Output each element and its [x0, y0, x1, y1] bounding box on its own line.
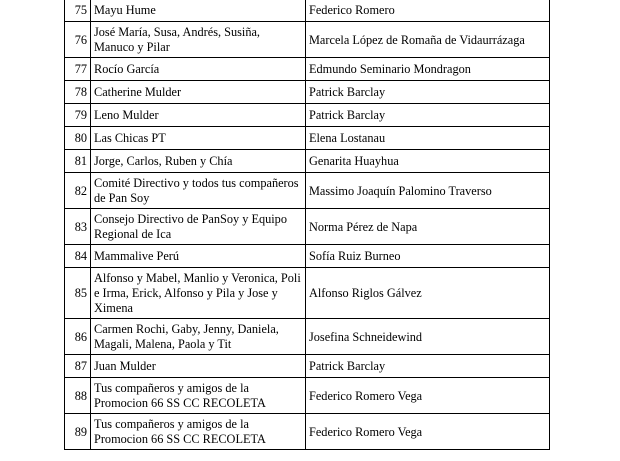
- table-row: [65, 81, 550, 104]
- sender-name: Massimo Joaquín Palomino Traverso: [306, 173, 550, 209]
- row-number: 84: [65, 245, 91, 268]
- sender-name: Josefina Schneidewind: [306, 319, 550, 355]
- table-row: [65, 378, 550, 414]
- table-row: [65, 127, 550, 150]
- sender-name: Elena Lostanau: [306, 127, 550, 150]
- sender-name: Alfonso Riglos Gálvez: [306, 268, 550, 319]
- dedication-table: [64, 0, 550, 450]
- recipient-names: Comité Directivo y todos tus compañeros de Pan Soy: [91, 173, 306, 209]
- table-row: [65, 245, 550, 268]
- row-number: 81: [65, 150, 91, 173]
- sender-name: Norma Pérez de Napa: [306, 209, 550, 245]
- table-row: [65, 104, 550, 127]
- table-row: [65, 58, 550, 81]
- recipient-names: Carmen Rochi, Gaby, Jenny, Daniela, Magali, Malena, Paola y Tit: [91, 319, 306, 355]
- row-number: 77: [65, 58, 91, 81]
- row-number: 85: [65, 268, 91, 319]
- table-row: [65, 0, 550, 22]
- sender-name: Genarita Huayhua: [306, 150, 550, 173]
- sender-name: Federico Romero Vega: [306, 414, 550, 450]
- sender-name: Patrick Barclay: [306, 81, 550, 104]
- recipient-names: Consejo Directivo de PanSoy y Equipo Regional de Ica: [91, 209, 306, 245]
- table-row: [65, 414, 550, 450]
- recipient-names: Alfonso y Mabel, Manlio y Veronica, Poli e Irma, Erick, Alfonso y Pila y Jose y Ximena: [91, 268, 306, 319]
- sender-name: Federico Romero: [306, 0, 550, 22]
- row-number: 88: [65, 378, 91, 414]
- sender-name: Edmundo Seminario Mondragon: [306, 58, 550, 81]
- sender-name: Sofía Ruiz Burneo: [306, 245, 550, 268]
- recipient-names: José María, Susa, Andrés, Susiña, Manuco y Pilar: [91, 22, 306, 58]
- row-number: 83: [65, 209, 91, 245]
- row-number: 80: [65, 127, 91, 150]
- recipient-names: Las Chicas PT: [91, 127, 306, 150]
- row-number: 76: [65, 22, 91, 58]
- row-number: 89: [65, 414, 91, 450]
- recipient-names: Juan Mulder: [91, 355, 306, 378]
- table-row: [65, 355, 550, 378]
- row-number: 82: [65, 173, 91, 209]
- row-number: 87: [65, 355, 91, 378]
- recipient-names: Tus compañeros y amigos de la Promocion 66 SS CC RECOLETA: [91, 414, 306, 450]
- sender-name: Federico Romero Vega: [306, 378, 550, 414]
- table-row: [65, 268, 550, 319]
- row-number: 79: [65, 104, 91, 127]
- row-number: 78: [65, 81, 91, 104]
- table-row: [65, 319, 550, 355]
- recipient-names: Mayu Hume: [91, 0, 306, 22]
- recipient-names: Jorge, Carlos, Ruben y Chía: [91, 150, 306, 173]
- row-number: 75: [65, 0, 91, 22]
- recipient-names: Leno Mulder: [91, 104, 306, 127]
- recipient-names: Tus compañeros y amigos de la Promocion 66 SS CC RECOLETA: [91, 378, 306, 414]
- recipient-names: Mammalive Perú: [91, 245, 306, 268]
- table-row: [65, 209, 550, 245]
- sender-name: Patrick Barclay: [306, 355, 550, 378]
- table-row: [65, 22, 550, 58]
- table-body: [65, 0, 550, 450]
- sender-name: Patrick Barclay: [306, 104, 550, 127]
- table-row: [65, 150, 550, 173]
- table-row: [65, 173, 550, 209]
- recipient-names: Catherine Mulder: [91, 81, 306, 104]
- sender-name: Marcela López de Romaña de Vidaurrázaga: [306, 22, 550, 58]
- recipient-names: Rocío García: [91, 58, 306, 81]
- row-number: 86: [65, 319, 91, 355]
